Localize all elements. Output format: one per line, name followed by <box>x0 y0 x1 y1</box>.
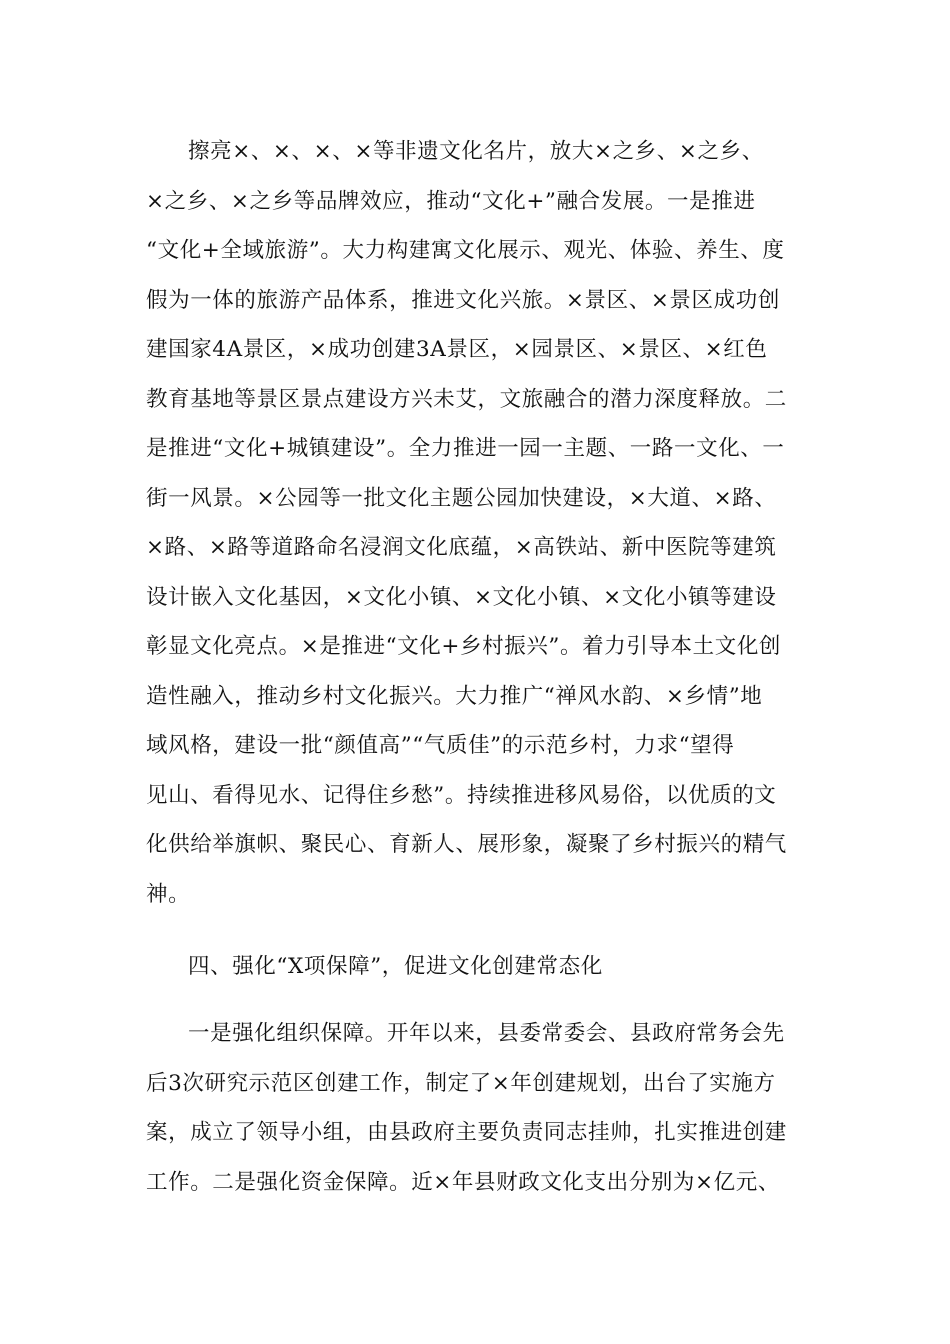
paragraph-2-line-4: 工作。二是强化资金保障。近×年县财政文化支出分别为×亿元、 <box>146 1170 780 1195</box>
paragraph-1-line-6: 教育基地等景区景点建设方兴未艾，文旅融合的潜力深度释放。二 <box>146 387 787 412</box>
paragraph-2-line-1: 一是强化组织保障。开年以来，县委常委会、县政府常务会先 <box>188 1021 785 1046</box>
paragraph-1-line-8: 街一风景。×公园等一批文化主题公园加快建设，×大道、×路、 <box>146 486 777 511</box>
paragraph-1-line-5: 建国家4A景区，×成功创建3A景区，×园景区、×景区、×红色 <box>146 337 768 362</box>
paragraph-1-line-10: 设计嵌入文化基因，×文化小镇、×文化小镇、×文化小镇等建设 <box>146 585 777 610</box>
paragraph-1-line-3: “文化+全域旅游”。大力构建寓文化展示、观光、体验、养生、度 <box>146 238 785 263</box>
paragraph-1-line-1: 擦亮×、×、×、×等非遗文化名片，放大×之乡、×之乡、 <box>188 139 764 164</box>
paragraph-2-line-2: 后3次研究示范区创建工作，制定了×年创建规划，出台了实施方 <box>146 1071 776 1096</box>
paragraph-1-line-12: 造性融入，推动乡村文化振兴。大力推广“禅风水韵、×乡情”地 <box>146 684 763 709</box>
paragraph-1-line-7: 是推进“文化+城镇建设”。全力推进一园一主题、一路一文化、一 <box>146 436 785 461</box>
paragraph-1-line-15: 化供给举旗帜、聚民心、育新人、展形象，凝聚了乡村振兴的精气 <box>146 832 787 857</box>
paragraph-2-line-3: 案，成立了领导小组，由县政府主要负责同志挂帅，扎实推进创建 <box>146 1120 787 1145</box>
paragraph-1-line-14: 见山、看得见水、记得住乡愁”。持续推进移风易俗，以优质的文 <box>146 783 777 808</box>
paragraph-1-line-13: 域风格，建设一批“颜值高”“气质佳”的示范乡村，力求“望得 <box>146 733 735 758</box>
paragraph-1-line-4: 假为一体的旅游产品体系，推进文化兴旅。×景区、×景区成功创 <box>146 288 780 313</box>
section-heading: 四、强化“X项保障”，促进文化创建常态化 <box>188 954 603 979</box>
paragraph-1-line-11: 彰显文化亮点。×是推进“文化+乡村振兴”。着力引导本土文化创 <box>146 634 782 659</box>
paragraph-1-line-16: 神。 <box>146 882 191 907</box>
paragraph-1-line-2: ×之乡、×之乡等品牌效应，推动“文化+”融合发展。一是推进 <box>146 189 756 214</box>
paragraph-1-line-9: ×路、×路等道路命名浸润文化底蕴，×高铁站、新中医院等建筑 <box>146 535 777 560</box>
